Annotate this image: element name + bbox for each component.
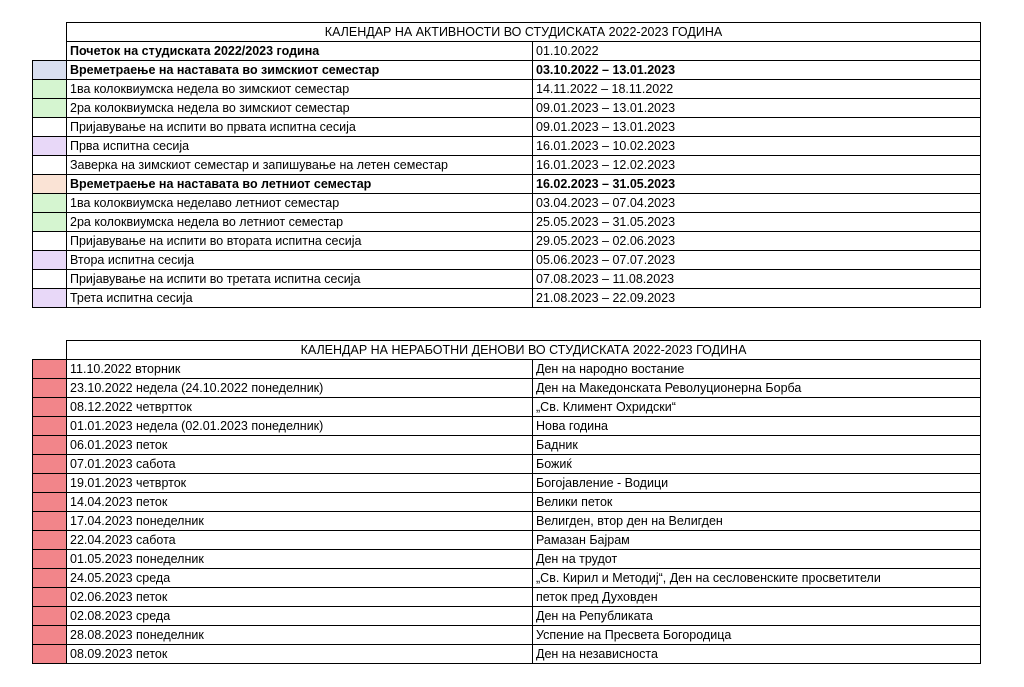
holiday-date: 17.04.2023 понеделник (67, 512, 533, 531)
activity-date: 05.06.2023 – 07.07.2023 (533, 251, 981, 270)
holidays-title: КАЛЕНДАР НА НЕРАБОТНИ ДЕНОВИ ВО СТУДИСКАТА 2022-2023 ГОДИНА (67, 341, 981, 360)
activity-date: 14.11.2022 – 18.11.2022 (533, 80, 981, 99)
table-row (33, 626, 981, 645)
table-row (33, 156, 981, 175)
activity-date: 09.01.2023 – 13.01.2023 (533, 118, 981, 137)
table-row (33, 213, 981, 232)
holiday-date: 01.01.2023 недела (02.01.2023 понеделник) (67, 417, 533, 436)
holiday-name: „Св. Кирил и Методиј“, Ден на сесловенските просветители (533, 569, 981, 588)
holiday-date: 06.01.2023 петок (67, 436, 533, 455)
activity-label: 1ва колоквиумска неделаво летниот семестар (67, 194, 533, 213)
color-swatch (33, 436, 67, 455)
color-swatch (33, 360, 67, 379)
table-row (33, 607, 981, 626)
holiday-date: 22.04.2023 сабота (67, 531, 533, 550)
table-row (33, 251, 981, 270)
color-swatch (33, 118, 67, 137)
table-row (33, 61, 981, 80)
holiday-name: Ден на народно востание (533, 360, 981, 379)
holiday-name: Нова година (533, 417, 981, 436)
color-swatch (33, 607, 67, 626)
table-row (33, 80, 981, 99)
activity-date: 16.01.2023 – 12.02.2023 (533, 156, 981, 175)
color-swatch (33, 137, 67, 156)
table-row (33, 137, 981, 156)
activity-date: 29.05.2023 – 02.06.2023 (533, 232, 981, 251)
table-row (33, 531, 981, 550)
table-row (33, 493, 981, 512)
activity-label: Пријавување на испити во третата испитна сесија (67, 270, 533, 289)
color-swatch (33, 232, 67, 251)
table-row (33, 360, 981, 379)
holiday-date: 02.08.2023 среда (67, 607, 533, 626)
activity-label: Времетраење на наставата во зимскиот семестар (67, 61, 533, 80)
table-row (33, 436, 981, 455)
color-swatch (33, 455, 67, 474)
color-swatch (33, 251, 67, 270)
holiday-name: Божиќ (533, 455, 981, 474)
holiday-name: Рамазан Бајрам (533, 531, 981, 550)
holiday-name: петок пред Духовден (533, 588, 981, 607)
table-row (33, 270, 981, 289)
table-row (33, 118, 981, 137)
activity-date: 03.04.2023 – 07.04.2023 (533, 194, 981, 213)
color-swatch (33, 194, 67, 213)
table-row (33, 289, 981, 308)
table-row (33, 569, 981, 588)
table-row (33, 512, 981, 531)
table-row (33, 455, 981, 474)
title-spacer (33, 23, 67, 42)
color-swatch (33, 569, 67, 588)
color-swatch (33, 175, 67, 194)
table-row (33, 379, 981, 398)
color-swatch (33, 61, 67, 80)
color-swatch (33, 512, 67, 531)
color-swatch (33, 398, 67, 417)
color-swatch (33, 493, 67, 512)
holiday-date: 28.08.2023 понеделник (67, 626, 533, 645)
activity-date: 07.08.2023 – 11.08.2023 (533, 270, 981, 289)
color-swatch (33, 474, 67, 493)
color-swatch (33, 213, 67, 232)
table-row (33, 194, 981, 213)
table-row (33, 474, 981, 493)
table-row (33, 42, 981, 61)
holiday-name: Успение на Пресвета Богородица (533, 626, 981, 645)
holiday-date: 08.09.2023 петок (67, 645, 533, 664)
activity-date: 21.08.2023 – 22.09.2023 (533, 289, 981, 308)
holiday-date: 11.10.2022 вторник (67, 360, 533, 379)
color-swatch (33, 645, 67, 664)
holiday-date: 08.12.2022 четвртток (67, 398, 533, 417)
color-swatch (33, 80, 67, 99)
activity-date: 25.05.2023 – 31.05.2023 (533, 213, 981, 232)
holiday-date: 24.05.2023 среда (67, 569, 533, 588)
table-row (33, 550, 981, 569)
table-row (33, 417, 981, 436)
color-swatch (33, 531, 67, 550)
holiday-name: Ден на Републиката (533, 607, 981, 626)
activity-label: Заверка на зимскиот семестар и запишување на летен семестар (67, 156, 533, 175)
activity-label: Пријавување на испити во втората испитна сесија (67, 232, 533, 251)
color-swatch (33, 99, 67, 118)
holiday-date: 23.10.2022 недела (24.10.2022 понеделник) (67, 379, 533, 398)
holiday-name: „Св. Климент Охридски“ (533, 398, 981, 417)
activity-label: Втора испитна сесија (67, 251, 533, 270)
holiday-name: Бадник (533, 436, 981, 455)
table-row (33, 99, 981, 118)
activity-date: 09.01.2023 – 13.01.2023 (533, 99, 981, 118)
holiday-name: Богојавление - Водици (533, 474, 981, 493)
color-swatch (33, 156, 67, 175)
activities-title-row (33, 23, 981, 42)
title-spacer (33, 341, 67, 360)
holidays-title-row (33, 341, 981, 360)
activity-label: Времетраење на наставата во летниот семестар (67, 175, 533, 194)
holiday-name: Ден на независноста (533, 645, 981, 664)
table-row (33, 175, 981, 194)
activity-date: 01.10.2022 (533, 42, 981, 61)
color-swatch (33, 550, 67, 569)
activity-label: 2ра колоквиумска недела во летниот семестар (67, 213, 533, 232)
color-swatch (33, 588, 67, 607)
holiday-name: Велики петок (533, 493, 981, 512)
activities-calendar-table (32, 22, 981, 308)
holiday-name: Ден на Македонската Револуционерна Борба (533, 379, 981, 398)
color-swatch (33, 626, 67, 645)
activity-label: Прва испитна сесија (67, 137, 533, 156)
holiday-name: Велигден, втор ден на Велигден (533, 512, 981, 531)
holiday-date: 19.01.2023 четврток (67, 474, 533, 493)
color-swatch (33, 417, 67, 436)
color-swatch (33, 42, 67, 61)
table-row (33, 398, 981, 417)
table-row (33, 645, 981, 664)
activity-label: Трета испитна сесија (67, 289, 533, 308)
holiday-date: 07.01.2023 сабота (67, 455, 533, 474)
activity-date: 16.02.2023 – 31.05.2023 (533, 175, 981, 194)
activities-title: КАЛЕНДАР НА АКТИВНОСТИ ВО СТУДИСКАТА 2022-2023 ГОДИНА (67, 23, 981, 42)
table-row (33, 232, 981, 251)
holiday-date: 14.04.2023 петок (67, 493, 533, 512)
holiday-date: 01.05.2023 понеделник (67, 550, 533, 569)
activity-date: 16.01.2023 – 10.02.2023 (533, 137, 981, 156)
color-swatch (33, 270, 67, 289)
table-row (33, 588, 981, 607)
color-swatch (33, 379, 67, 398)
activity-label: Пријавување на испити во првата испитна сесија (67, 118, 533, 137)
activity-label: 1ва колоквиумска недела во зимскиот семестар (67, 80, 533, 99)
activity-date: 03.10.2022 – 13.01.2023 (533, 61, 981, 80)
holiday-date: 02.06.2023 петок (67, 588, 533, 607)
activity-label: Почеток на студиската 2022/2023 година (67, 42, 533, 61)
activity-label: 2ра колоквиумска недела во зимскиот семестар (67, 99, 533, 118)
color-swatch (33, 289, 67, 308)
holidays-calendar-table (32, 340, 981, 664)
holiday-name: Ден на трудот (533, 550, 981, 569)
